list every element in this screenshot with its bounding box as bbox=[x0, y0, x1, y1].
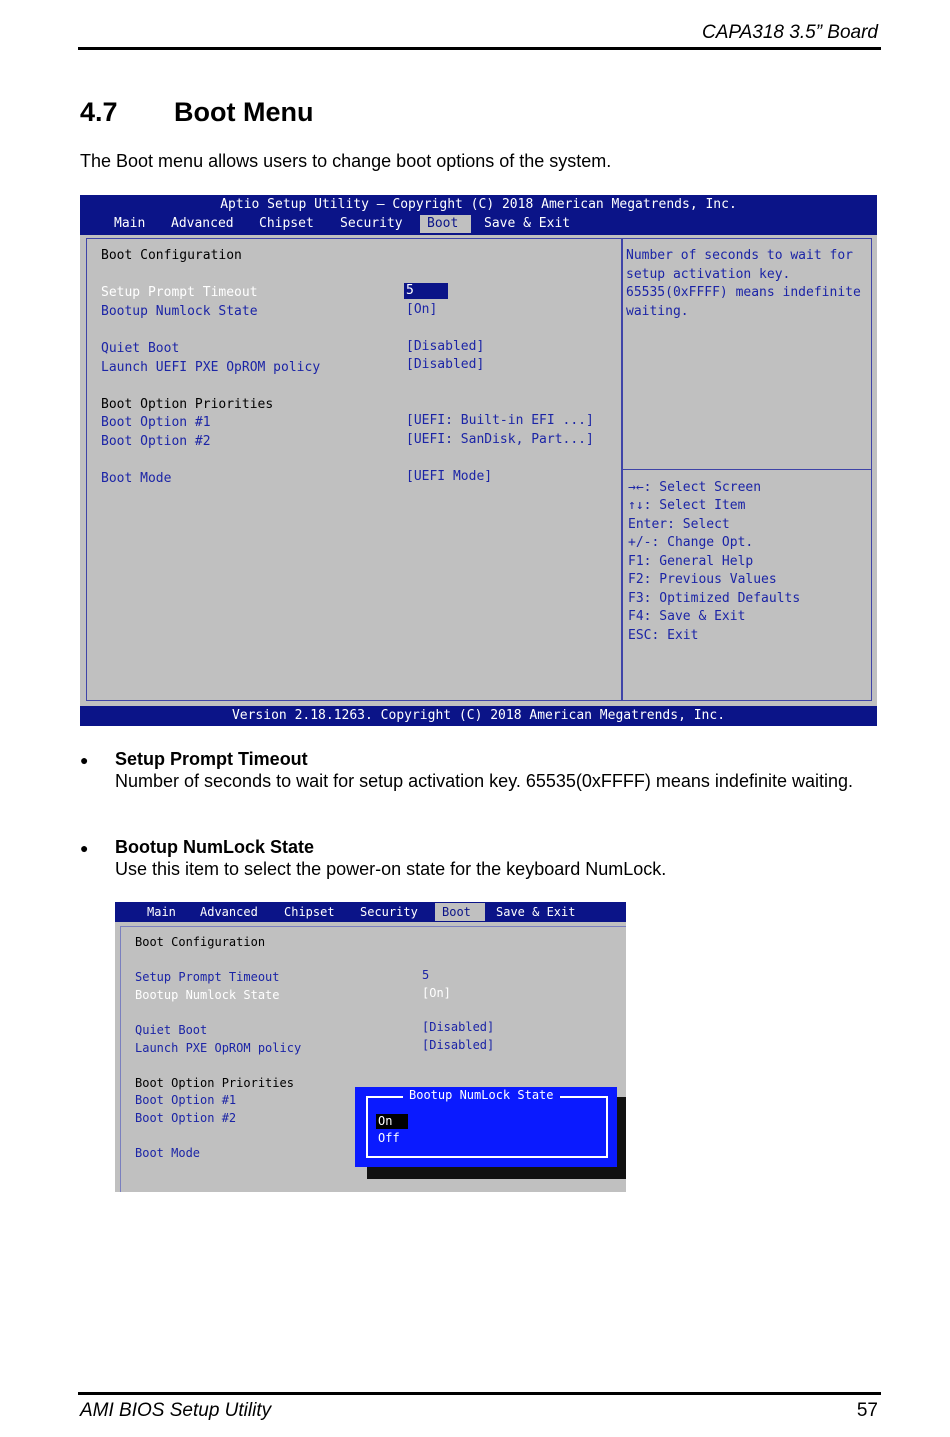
bios-title-bar bbox=[80, 195, 877, 235]
help-line: waiting. bbox=[626, 304, 689, 319]
boot-configuration-heading: Boot Configuration bbox=[101, 248, 242, 263]
bullet-icon: ● bbox=[80, 752, 89, 768]
boot-option-priorities-heading: Boot Option Priorities bbox=[101, 397, 274, 412]
boot-mode-label[interactable]: Boot Mode bbox=[135, 1146, 201, 1160]
page-number: 57 bbox=[856, 1400, 878, 1421]
setup-prompt-timeout-value[interactable]: 5 bbox=[404, 283, 448, 299]
quiet-boot-label[interactable]: Quiet Boot bbox=[101, 341, 180, 356]
tab-security[interactable]: Security bbox=[360, 905, 418, 919]
tab-chipset[interactable]: Chipset bbox=[259, 216, 314, 231]
bootup-numlock-label[interactable]: Bootup Numlock State bbox=[135, 988, 280, 1002]
boot-mode-label[interactable]: Boot Mode bbox=[101, 471, 172, 486]
bios-version-bar: Version 2.18.1263. Copyright (C) 2018 American Megatrends, Inc. bbox=[80, 706, 877, 726]
tab-chipset[interactable]: Chipset bbox=[284, 905, 335, 919]
tab-advanced[interactable]: Advanced bbox=[171, 216, 234, 231]
bootup-numlock-value[interactable]: [On] bbox=[406, 302, 438, 317]
key-hint-f3: F3: Optimized Defaults bbox=[628, 591, 801, 606]
boot-option-priorities-heading: Boot Option Priorities bbox=[135, 1076, 294, 1090]
uefi-pxe-label[interactable]: Launch UEFI PXE OpROM policy bbox=[101, 360, 321, 375]
footer-rule bbox=[78, 1392, 881, 1395]
help-divider bbox=[622, 469, 871, 470]
bullet-title-setup-prompt: Setup Prompt Timeout bbox=[115, 749, 308, 769]
quiet-boot-value[interactable]: [Disabled] bbox=[406, 339, 485, 354]
key-hint-f2: F2: Previous Values bbox=[628, 572, 777, 587]
setup-prompt-timeout-label[interactable]: Setup Prompt Timeout bbox=[135, 970, 280, 984]
key-hint-esc: ESC: Exit bbox=[628, 628, 699, 643]
boot-configuration-heading: Boot Configuration bbox=[135, 935, 266, 949]
bullet-text-setup-prompt: Number of seconds to wait for setup activation key. 65535(0xFFFF) means indefinite waiting. bbox=[115, 771, 854, 791]
bullet-icon: ● bbox=[80, 840, 89, 856]
quiet-boot-label[interactable]: Quiet Boot bbox=[135, 1023, 208, 1037]
boot-option-1-label[interactable]: Boot Option #1 bbox=[101, 415, 211, 430]
key-hint-f1: F1: General Help bbox=[628, 554, 754, 569]
key-hint-change-opt: +/-: Change Opt. bbox=[628, 535, 754, 550]
help-line: setup activation key. bbox=[626, 267, 791, 282]
tab-save-exit[interactable]: Save & Exit bbox=[484, 216, 571, 231]
setup-prompt-timeout-label[interactable]: Setup Prompt Timeout bbox=[101, 285, 258, 300]
boot-option-1-value[interactable]: [UEFI: Built-in EFI ...] bbox=[406, 413, 594, 428]
popup-option-on[interactable]: On bbox=[376, 1114, 408, 1129]
key-hint-enter: Enter: Select bbox=[628, 517, 730, 532]
quiet-boot-value[interactable]: [Disabled] bbox=[422, 1020, 495, 1034]
tab-advanced[interactable]: Advanced bbox=[200, 905, 258, 919]
bootup-numlock-value[interactable]: [On] bbox=[422, 986, 451, 1000]
bios-title: Aptio Setup Utility – Copyright (C) 2018 American Megatrends, Inc. bbox=[220, 197, 737, 212]
tab-main[interactable]: Main bbox=[114, 216, 146, 231]
uefi-pxe-value[interactable]: [Disabled] bbox=[406, 357, 485, 372]
bullet-text-numlock: Use this item to select the power-on state for the keyboard NumLock. bbox=[115, 859, 667, 879]
boot-mode-value[interactable]: [UEFI Mode] bbox=[406, 469, 493, 484]
boot-option-2-label[interactable]: Boot Option #2 bbox=[135, 1111, 237, 1125]
section-title: Boot Menu bbox=[174, 97, 314, 127]
key-hint-select-item: ↑↓: Select Item bbox=[628, 498, 746, 513]
tab-main[interactable]: Main bbox=[147, 905, 176, 919]
numlock-popup bbox=[355, 1087, 617, 1167]
help-line: Number of seconds to wait for bbox=[626, 248, 853, 263]
boot-option-1-label[interactable]: Boot Option #1 bbox=[135, 1093, 237, 1107]
tab-security[interactable]: Security bbox=[340, 216, 403, 231]
intro-paragraph: The Boot menu allows users to change boot options of the system. bbox=[80, 151, 612, 171]
bios-numlock-popup-screenshot bbox=[115, 902, 626, 1192]
popup-option-off[interactable]: Off bbox=[378, 1131, 400, 1145]
tab-save-exit[interactable]: Save & Exit bbox=[496, 905, 576, 919]
bullet-title-numlock: Bootup NumLock State bbox=[115, 837, 315, 857]
launch-pxe-label[interactable]: Launch PXE OpROM policy bbox=[135, 1041, 302, 1055]
popup-title: Bootup NumLock State bbox=[403, 1088, 560, 1102]
tab-boot[interactable]: Boot bbox=[435, 903, 485, 921]
boot-option-2-value[interactable]: [UEFI: SanDisk, Part...] bbox=[406, 432, 594, 447]
tab-boot[interactable]: Boot bbox=[420, 215, 471, 233]
bootup-numlock-label[interactable]: Bootup Numlock State bbox=[101, 304, 258, 319]
key-hint-f4: F4: Save & Exit bbox=[628, 609, 746, 624]
page-header: CAPA318 3.5” Board bbox=[701, 22, 878, 43]
bios-boot-screenshot bbox=[80, 195, 877, 726]
footer-title: AMI BIOS Setup Utility bbox=[80, 1400, 272, 1421]
bios2-tab-bar bbox=[115, 902, 626, 922]
boot-option-2-label[interactable]: Boot Option #2 bbox=[101, 434, 211, 449]
key-hint-select-screen: →←: Select Screen bbox=[628, 480, 762, 495]
header-rule bbox=[78, 47, 881, 50]
launch-pxe-value[interactable]: [Disabled] bbox=[422, 1038, 495, 1052]
help-line: 65535(0xFFFF) means indefinite bbox=[626, 285, 861, 300]
section-number: 4.7 bbox=[80, 97, 118, 127]
setup-prompt-timeout-value[interactable]: 5 bbox=[422, 968, 430, 982]
